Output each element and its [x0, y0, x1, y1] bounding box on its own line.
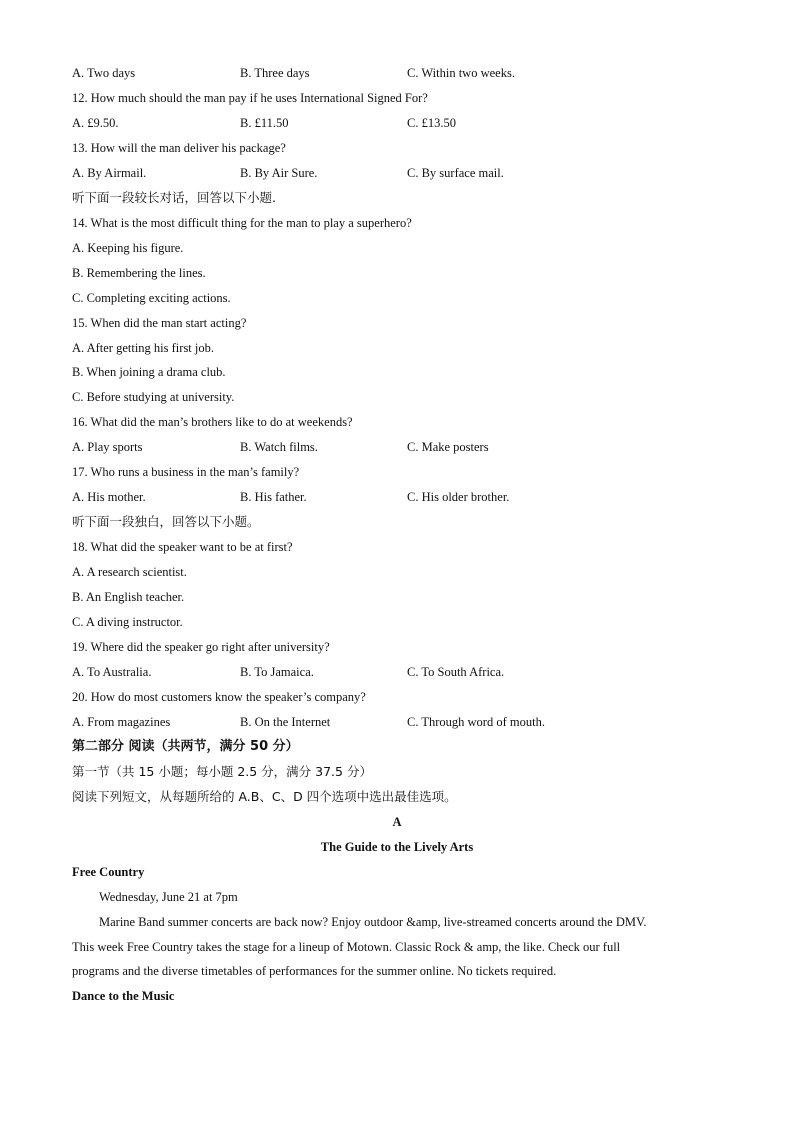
event1-name: Free Country	[72, 865, 145, 879]
q13-option-b: B. By Air Sure.	[240, 166, 318, 180]
q15-question: 15. When did the man start acting?	[72, 316, 247, 330]
section1-title: 第一节（共 15 小题；每小题 2.5 分，满分 37.5 分）	[72, 764, 372, 779]
q13-option-c: C. By surface mail.	[407, 166, 504, 180]
q14-option-b: B. Remembering the lines.	[72, 266, 206, 280]
q14-option-c: C. Completing exciting actions.	[72, 291, 231, 305]
q19-option-a: A. To Australia.	[72, 665, 152, 679]
q13-question: 13. How will the man deliver his package?	[72, 141, 286, 155]
q13-option-a: A. By Airmail.	[72, 166, 147, 180]
q16-option-a: A. Play sports	[72, 440, 143, 454]
q12-option-b: B. £11.50	[240, 116, 289, 130]
q11-option-a: A. Two days	[72, 66, 136, 80]
event1-date: Wednesday, June 21 at 7pm	[99, 890, 238, 904]
q12-option-c: C. £13.50	[407, 116, 456, 130]
q11-option-c: C. Within two weeks.	[407, 66, 515, 80]
q20-option-c: C. Through word of mouth.	[407, 715, 545, 729]
q14-option-a: A. Keeping his figure.	[72, 241, 184, 255]
part2-title: 第二部分 阅读（共两节，满分 50 分）	[72, 739, 299, 754]
q12-option-a: A. £9.50.	[72, 116, 119, 130]
q18-option-b: B. An English teacher.	[72, 590, 185, 604]
q16-question: 16. What did the man’s brothers like to do at weekends?	[72, 415, 353, 429]
event1-text-line: programs and the diverse timetables of performances for the summer online. No tickets required.	[72, 964, 557, 978]
q19-option-b: B. To Jamaica.	[240, 665, 314, 679]
q16-option-c: C. Make posters	[407, 440, 489, 454]
event1-text-line: This week Free Country takes the stage for a lineup of Motown. Classic Rock & amp, the like. Check our full	[72, 940, 621, 954]
q15-option-b: B. When joining a drama club.	[72, 365, 226, 379]
q14-question: 14. What is the most difficult thing for the man to play a superhero?	[72, 216, 412, 230]
passage-letter: A	[392, 815, 402, 829]
q11-option-b: B. Three days	[240, 66, 310, 80]
q18-option-c: C. A diving instructor.	[72, 615, 183, 629]
q17-option-b: B. His father.	[240, 490, 307, 504]
passage-title: The Guide to the Lively Arts	[320, 840, 474, 854]
q15-option-c: C. Before studying at university.	[72, 390, 235, 404]
q16-option-b: B. Watch films.	[240, 440, 318, 454]
q18-option-a: A. A research scientist.	[72, 565, 187, 579]
q17-question: 17. Who runs a business in the man’s family?	[72, 465, 300, 479]
q12-question: 12. How much should the man pay if he uses International Signed For?	[72, 91, 428, 105]
event1-text-line: Marine Band summer concerts are back now? Enjoy outdoor &amp, live-streamed concerts around the DMV.	[99, 915, 647, 929]
event2-name: Dance to the Music	[72, 989, 175, 1003]
q20-question: 20. How do most customers know the speaker’s company?	[72, 690, 366, 704]
q19-question: 19. Where did the speaker go right after university?	[72, 640, 330, 654]
q19-option-c: C. To South Africa.	[407, 665, 505, 679]
q17-option-c: C. His older brother.	[407, 490, 510, 504]
section1-instruction: 阅读下列短文，从每题所给的 A.B、C、D 四个选项中选出最佳选项。	[72, 789, 457, 804]
monologue-instruction: 听下面一段独白，回答以下小题。	[72, 514, 260, 529]
q20-option-a: A. From magazines	[72, 715, 171, 729]
q20-option-b: B. On the Internet	[240, 715, 331, 729]
q17-option-a: A. His mother.	[72, 490, 146, 504]
long-dialogue-instruction: 听下面一段较长对话，回答以下小题.	[72, 190, 276, 205]
q15-option-a: A. After getting his first job.	[72, 341, 214, 355]
q18-question: 18. What did the speaker want to be at first?	[72, 540, 293, 554]
